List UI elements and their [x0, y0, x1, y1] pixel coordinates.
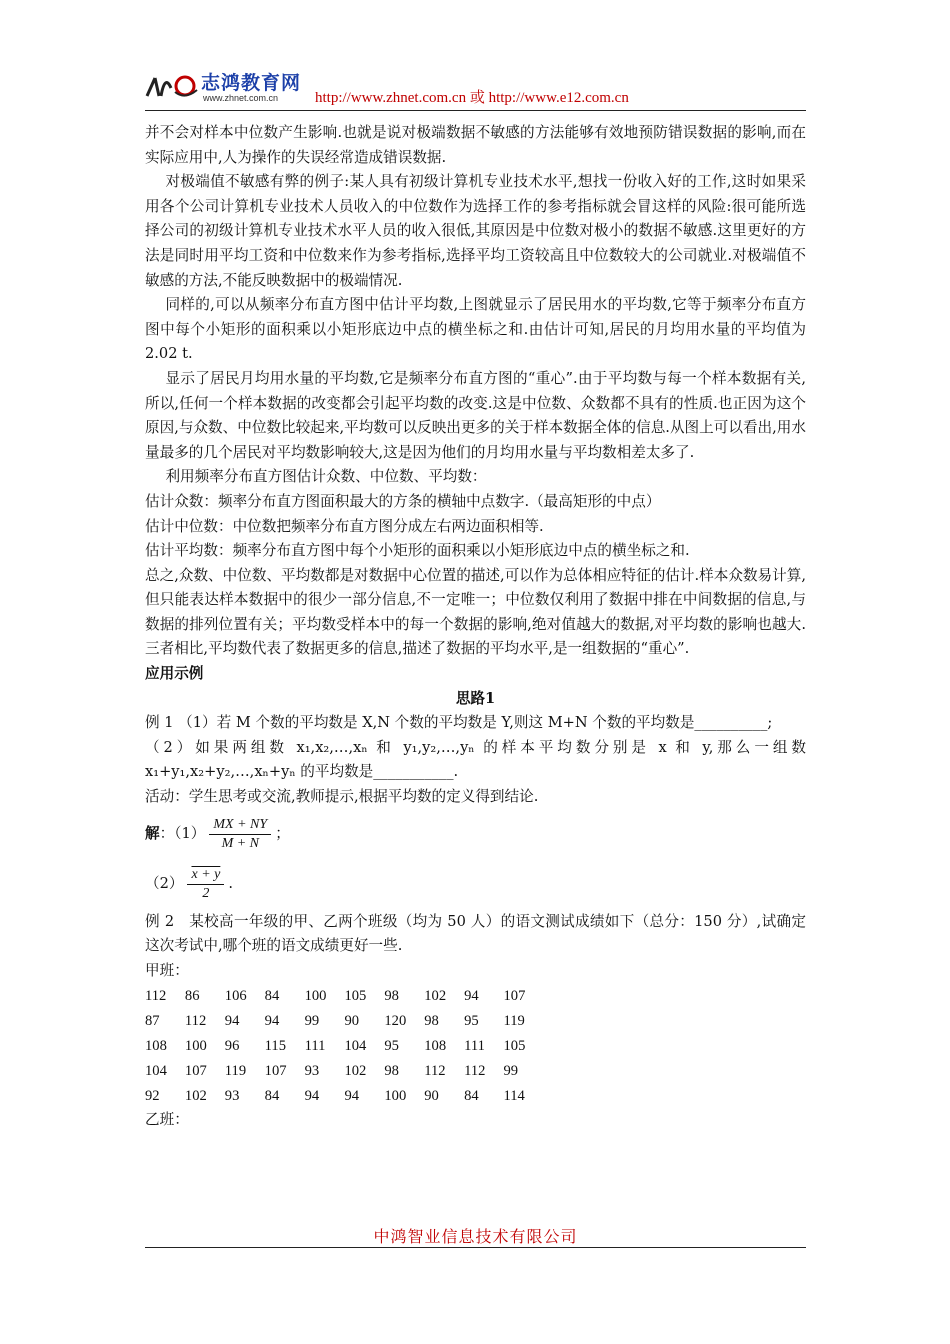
estimate-mean: 估计平均数：频率分布直方图中每个小矩形的面积乘以小矩形底边中点的横坐标之和.: [145, 542, 690, 560]
score-row: [145, 1083, 543, 1108]
score-cell: 95: [464, 1012, 479, 1029]
solution-2-numerator: x + y: [187, 866, 224, 885]
score-cell: 112: [424, 1062, 446, 1079]
header-divider: [145, 110, 806, 111]
score-cell: 111: [464, 1037, 485, 1054]
score-cell: 84: [464, 1087, 479, 1104]
score-cell: 96: [224, 1037, 240, 1054]
score-cell: 93: [304, 1062, 320, 1079]
paragraph-5: 利用频率分布直方图估计众数、中位数、平均数：: [165, 468, 487, 486]
score-row: [145, 1008, 543, 1033]
score-row: [145, 1058, 543, 1083]
footer-company: 中鸿智业信息技术有限公司: [373, 1227, 578, 1246]
score-cell: 104: [344, 1037, 367, 1054]
score-cell: 99: [503, 1062, 519, 1079]
estimate-mode: 估计众数：频率分布直方图面积最大的方条的横轴中点数字.（最高矩形的中点）: [145, 492, 661, 510]
score-cell: 92: [145, 1087, 160, 1104]
score-cell: 106: [224, 987, 247, 1004]
score-cell: 90: [424, 1087, 439, 1104]
score-cell: 94: [304, 1087, 320, 1104]
score-cell: 93: [224, 1087, 240, 1104]
score-cell: 94: [264, 1012, 280, 1029]
score-cell: 104: [145, 1062, 167, 1079]
score-cell: 100: [384, 1087, 407, 1104]
score-cell: 86: [184, 987, 200, 1004]
header-links[interactable]: http://www.zhnet.com.cn 或 http://www.e12.com.cn: [315, 90, 629, 106]
score-cell: 98: [424, 1012, 439, 1029]
score-cell: 102: [344, 1062, 367, 1079]
logo-url: www.zhnet.com.cn: [203, 93, 279, 103]
solution-1-numerator: MX + NY: [209, 816, 271, 835]
class-a-label: 甲班：: [145, 961, 189, 979]
score-cell: 112: [145, 987, 167, 1004]
solution-label: 解: [145, 825, 160, 843]
score-cell: 119: [224, 1062, 247, 1079]
score-cell: 115: [264, 1037, 287, 1054]
score-cell: 98: [384, 1062, 399, 1079]
example1-part2: （2）如果两组数 x₁,x₂,…,xₙ 和 y₁,y₂,…,yₙ 的样本平均数分别是 x 和 y,那么一组数 x₁+y₁,x₂+y₂,…,xₙ+yₙ 的平均数是___________.: [145, 738, 806, 781]
solution-2-suffix: .: [228, 875, 233, 893]
solution-2: [145, 860, 806, 910]
solution-2-fraction: [187, 866, 224, 903]
score-cell: 107: [264, 1062, 287, 1079]
solution-2-prefix: （2）: [145, 875, 184, 893]
paragraph-2: 对极端值不敏感有弊的例子:某人具有初级计算机专业技术水平,想找一份收入好的工作,这时如果采用各个公司计算机专业技术人员收入的中位数作为选择工作的参考指标就会冒这样的风险:很可能所选择公司的初级计算机专业技术水平人员的收入很低,其原因是中位数对极小的数据不敏感.这里更好的方法是同时用平均工资和中位数来作为参考指标,选择平均工资较高且中位数较大的公司就业.对极端值不敏感的方法,不能反映数据中的极端情况.: [145, 173, 806, 289]
solution-1: [145, 810, 806, 860]
score-cell: 108: [145, 1037, 167, 1054]
score-cell: 112: [464, 1062, 486, 1079]
score-row: [145, 1033, 543, 1058]
score-cell: 95: [384, 1037, 399, 1054]
score-cell: 84: [264, 987, 280, 1004]
score-cell: 102: [184, 1087, 207, 1104]
subsection-title: 思路1: [455, 689, 496, 707]
score-cell: 94: [344, 1087, 360, 1104]
score-cell: 100: [304, 987, 327, 1004]
score-cell: 99: [304, 1012, 320, 1029]
score-cell: 107: [184, 1062, 207, 1079]
example2-text: 例 2 某校高一年级的甲、乙两个班级（均为 50 人）的语文测试成绩如下（总分：150 分）,试确定这次考试中,哪个班的语文成绩更好一些.: [145, 912, 806, 955]
estimate-median: 估计中位数：中位数把频率分布直方图分成左右两边面积相等.: [145, 517, 544, 535]
solution-1-denominator: M + N: [221, 836, 260, 852]
example1-activity: 活动：学生思考或交流,教师提示,根据平均数的定义得到结论.: [145, 788, 539, 806]
class-a-scores: [145, 983, 543, 1108]
score-row: [145, 983, 543, 1008]
footer-divider: [145, 1247, 806, 1248]
score-cell: 94: [224, 1012, 240, 1029]
logo[interactable]: [145, 66, 313, 104]
score-cell: 90: [344, 1012, 360, 1029]
score-cell: 102: [424, 987, 447, 1004]
score-cell: 98: [384, 987, 399, 1004]
score-cell: 111: [304, 1037, 326, 1054]
paragraph-4: 显示了居民月均用水量的平均数,它是频率分布直方图的“重心”.由于平均数与每一个样本数据有关,所以,任何一个样本数据的改变都会引起平均数的改变.这是中位数、众数都不具有的性质.也正因为这个原因,与众数、中位数比较起来,平均数可以反映出更多的关于样本数据全体的信息.从图上可以看出,用水量最多的几个居民对平均数影响较大,这是因为他们的月均用水量与平均数相差太多了.: [145, 369, 806, 461]
score-cell: 119: [503, 1012, 525, 1029]
solution-1-fraction: [209, 816, 271, 853]
summary-paragraph: 总之,众数、中位数、平均数都是对数据中心位置的描述,可以作为总体相应特征的估计.样本众数易计算,但只能表达样本数据中的很少一部分信息,不一定唯一；中位数仅利用了数据中排在中间数据的信息,与数据的排列位置有关；平均数受样本中的每一个数据的影响,绝对值越大的数据,对平均数的影响也越大. 三者相比,平均数代表了数据更多的信息,描述了数据的平均水平,是一组数据的“重心”.: [145, 566, 806, 658]
score-cell: 87: [145, 1012, 160, 1029]
score-cell: 105: [344, 987, 367, 1004]
score-cell: 84: [264, 1087, 280, 1104]
score-cell: 108: [424, 1037, 447, 1054]
score-cell: 120: [384, 1012, 407, 1029]
score-cell: 100: [184, 1037, 207, 1054]
section-title: 应用示例: [145, 665, 204, 683]
score-cell: 94: [464, 987, 479, 1004]
example1-part1: 例 1 （1）若 M 个数的平均数是 X,N 个数的平均数是 Y,则这 M+N 个数的平均数是__________;: [145, 714, 773, 732]
paragraph-3: 同样的,可以从频率分布直方图中估计平均数,上图就显示了居民用水的平均数,它等于频率分布直方图中每个小矩形的面积乘以小矩形底边中点的横坐标之和.由估计可知,居民的月均用水量的平均值为2.02 t.: [145, 296, 806, 363]
score-cell: 112: [184, 1012, 207, 1029]
class-a-scores-body: [145, 983, 543, 1108]
score-cell: 105: [503, 1037, 526, 1054]
solution-2-denominator: 2: [202, 886, 210, 902]
score-cell: 114: [503, 1087, 525, 1104]
score-cell: 107: [503, 987, 526, 1004]
logo-title: 志鸿教育网: [201, 72, 302, 94]
page: [145, 60, 806, 1133]
logo-mark-icon: [145, 70, 199, 100]
paragraph-1: 并不会对样本中位数产生影响.也就是说对极端数据不敏感的方法能够有效地预防错误数据的影响,而在实际应用中,人为操作的失误经常造成错误数据.: [145, 124, 806, 166]
solution-1-suffix: ；: [275, 825, 290, 843]
solution-1-prefix: ：（1）: [159, 825, 206, 843]
document-body: [145, 121, 806, 1133]
header: [145, 60, 806, 110]
class-b-label: 乙班：: [145, 1111, 189, 1129]
